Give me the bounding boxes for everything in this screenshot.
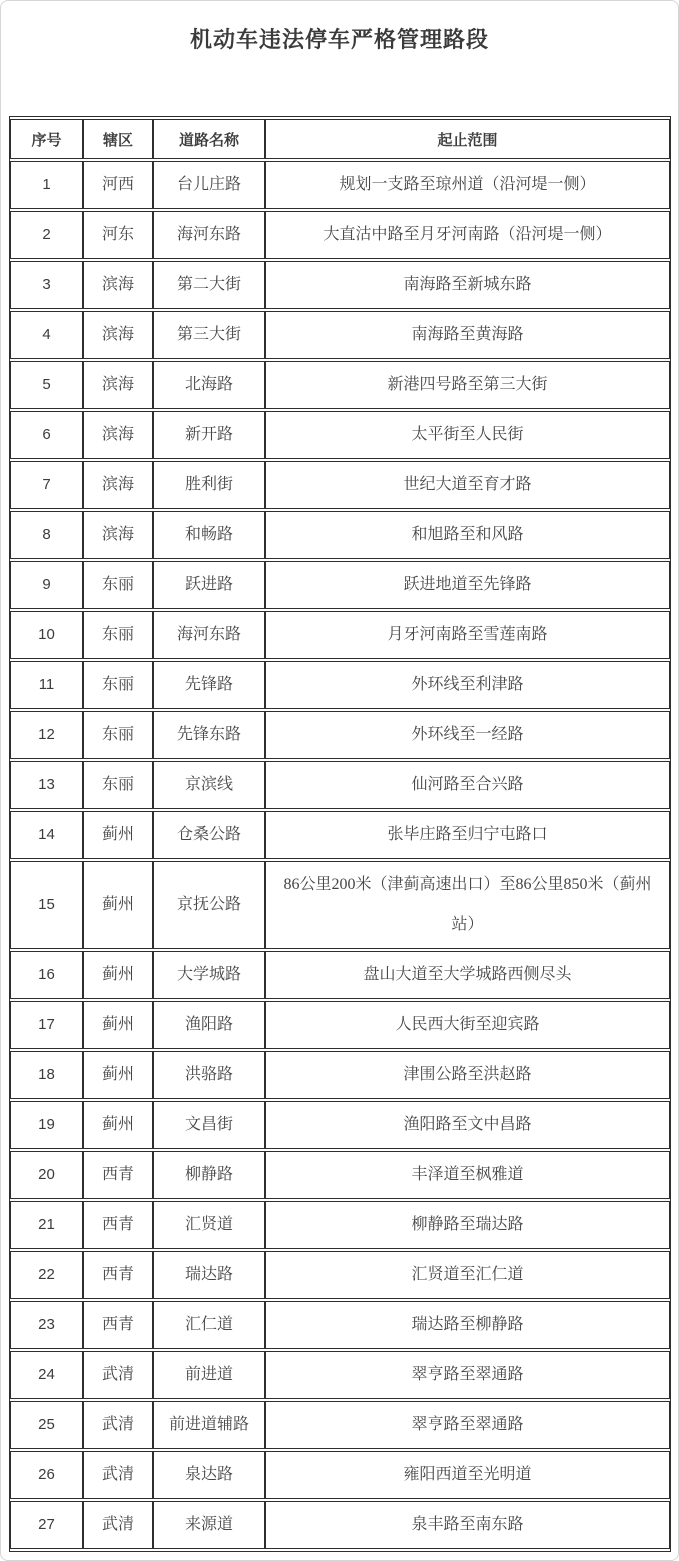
- row-no-cell: 27: [10, 1501, 83, 1549]
- table-row: [10, 1051, 670, 1099]
- row-district-cell: 西青: [83, 1301, 153, 1349]
- table-row: [10, 761, 670, 809]
- table-body: [10, 161, 670, 1549]
- row-no-cell: 20: [10, 1151, 83, 1199]
- row-range-cell: 月牙河南路至雪莲南路: [265, 611, 670, 659]
- row-range-cell: 雍阳西道至光明道: [265, 1451, 670, 1499]
- row-district-cell: 武清: [83, 1351, 153, 1399]
- row-no-cell: 3: [10, 261, 83, 309]
- row-district-cell: 武清: [83, 1501, 153, 1549]
- row-range-cell: 渔阳路至文中昌路: [265, 1101, 670, 1149]
- row-road-cell: 海河东路: [153, 211, 265, 259]
- table-row: [10, 611, 670, 659]
- row-no-cell: 7: [10, 461, 83, 509]
- row-district-cell: 蓟州: [83, 951, 153, 999]
- row-road-cell: 先锋东路: [153, 711, 265, 759]
- road-sections-table: [9, 116, 671, 1552]
- row-district-cell: 东丽: [83, 661, 153, 709]
- table-row: [10, 1301, 670, 1349]
- row-no-cell: 8: [10, 511, 83, 559]
- row-road-cell: 汇贤道: [153, 1201, 265, 1249]
- table-row: [10, 661, 670, 709]
- row-range-cell: 人民西大街至迎宾路: [265, 1001, 670, 1049]
- row-range-cell: 和旭路至和风路: [265, 511, 670, 559]
- row-district-cell: 滨海: [83, 511, 153, 559]
- table-row: [10, 1251, 670, 1299]
- row-road-cell: 来源道: [153, 1501, 265, 1549]
- row-range-cell: 大直沽中路至月牙河南路（沿河堤一侧）: [265, 211, 670, 259]
- col-header-road: 道路名称: [153, 119, 265, 159]
- row-range-cell: 盘山大道至大学城路西侧尽头: [265, 951, 670, 999]
- row-road-cell: 泉达路: [153, 1451, 265, 1499]
- row-district-cell: 蓟州: [83, 1001, 153, 1049]
- table-row: [10, 161, 670, 209]
- row-range-cell: 柳静路至瑞达路: [265, 1201, 670, 1249]
- table-row: [10, 1451, 670, 1499]
- row-district-cell: 滨海: [83, 361, 153, 409]
- row-no-cell: 22: [10, 1251, 83, 1299]
- row-no-cell: 4: [10, 311, 83, 359]
- row-road-cell: 瑞达路: [153, 1251, 265, 1299]
- table-row: [10, 1001, 670, 1049]
- row-no-cell: 21: [10, 1201, 83, 1249]
- row-district-cell: 西青: [83, 1251, 153, 1299]
- row-range-cell: 泉丰路至南东路: [265, 1501, 670, 1549]
- row-district-cell: 蓟州: [83, 811, 153, 859]
- row-district-cell: 东丽: [83, 711, 153, 759]
- row-range-cell: 仙河路至合兴路: [265, 761, 670, 809]
- row-range-cell: 规划一支路至琼州道（沿河堤一侧）: [265, 161, 670, 209]
- col-header-district: 辖区: [83, 119, 153, 159]
- row-road-cell: 文昌街: [153, 1101, 265, 1149]
- row-no-cell: 6: [10, 411, 83, 459]
- row-no-cell: 16: [10, 951, 83, 999]
- table-row: [10, 1401, 670, 1449]
- row-district-cell: 东丽: [83, 761, 153, 809]
- row-road-cell: 京抚公路: [153, 861, 265, 949]
- table-row: [10, 461, 670, 509]
- row-road-cell: 仓桑公路: [153, 811, 265, 859]
- table-row: [10, 1101, 670, 1149]
- row-range-cell: 外环线至利津路: [265, 661, 670, 709]
- row-no-cell: 9: [10, 561, 83, 609]
- row-road-cell: 和畅路: [153, 511, 265, 559]
- row-range-cell: 张毕庄路至归宁屯路口: [265, 811, 670, 859]
- row-no-cell: 14: [10, 811, 83, 859]
- row-range-cell: 86公里200米（津蓟高速出口）至86公里850米（蓟州站）: [265, 861, 670, 949]
- row-road-cell: 京滨线: [153, 761, 265, 809]
- row-no-cell: 11: [10, 661, 83, 709]
- row-range-cell: 太平街至人民街: [265, 411, 670, 459]
- row-road-cell: 前进道: [153, 1351, 265, 1399]
- row-no-cell: 24: [10, 1351, 83, 1399]
- row-range-cell: 翠亨路至翠通路: [265, 1351, 670, 1399]
- table-row: [10, 861, 670, 949]
- table-row: [10, 1201, 670, 1249]
- row-no-cell: 2: [10, 211, 83, 259]
- table-row: [10, 311, 670, 359]
- page-title: 机动车违法停车严格管理路段: [189, 27, 489, 52]
- row-district-cell: 东丽: [83, 611, 153, 659]
- table-row: [10, 261, 670, 309]
- row-road-cell: 柳静路: [153, 1151, 265, 1199]
- row-range-cell: 丰泽道至枫雅道: [265, 1151, 670, 1199]
- row-range-cell: 瑞达路至柳静路: [265, 1301, 670, 1349]
- table-row: [10, 511, 670, 559]
- row-range-cell: 南海路至新城东路: [265, 261, 670, 309]
- row-road-cell: 海河东路: [153, 611, 265, 659]
- row-road-cell: 第二大街: [153, 261, 265, 309]
- table-row: [10, 711, 670, 759]
- row-district-cell: 西青: [83, 1201, 153, 1249]
- row-road-cell: 胜利街: [153, 461, 265, 509]
- row-road-cell: 渔阳路: [153, 1001, 265, 1049]
- row-no-cell: 12: [10, 711, 83, 759]
- table-row: [10, 411, 670, 459]
- row-district-cell: 河东: [83, 211, 153, 259]
- row-road-cell: 洪骆路: [153, 1051, 265, 1099]
- col-header-no: 序号: [10, 119, 83, 159]
- row-road-cell: 前进道辅路: [153, 1401, 265, 1449]
- row-range-cell: 南海路至黄海路: [265, 311, 670, 359]
- row-district-cell: 东丽: [83, 561, 153, 609]
- table-header-row: [10, 119, 670, 159]
- row-road-cell: 先锋路: [153, 661, 265, 709]
- table-row: [10, 951, 670, 999]
- row-district-cell: 蓟州: [83, 1051, 153, 1099]
- table-row: [10, 561, 670, 609]
- row-district-cell: 蓟州: [83, 1101, 153, 1149]
- row-district-cell: 蓟州: [83, 861, 153, 949]
- row-range-cell: 跃进地道至先锋路: [265, 561, 670, 609]
- table-row: [10, 1351, 670, 1399]
- table-row: [10, 1501, 670, 1549]
- row-no-cell: 18: [10, 1051, 83, 1099]
- row-road-cell: 跃进路: [153, 561, 265, 609]
- row-road-cell: 大学城路: [153, 951, 265, 999]
- table-row: [10, 1151, 670, 1199]
- row-district-cell: 滨海: [83, 311, 153, 359]
- table-row: [10, 211, 670, 259]
- table-container: [9, 116, 671, 1552]
- row-no-cell: 19: [10, 1101, 83, 1149]
- row-no-cell: 23: [10, 1301, 83, 1349]
- row-road-cell: 新开路: [153, 411, 265, 459]
- row-range-cell: 新港四号路至第三大街: [265, 361, 670, 409]
- row-no-cell: 1: [10, 161, 83, 209]
- row-no-cell: 13: [10, 761, 83, 809]
- row-road-cell: 台儿庄路: [153, 161, 265, 209]
- row-district-cell: 武清: [83, 1401, 153, 1449]
- table-row: [10, 811, 670, 859]
- row-no-cell: 10: [10, 611, 83, 659]
- row-district-cell: 滨海: [83, 261, 153, 309]
- row-range-cell: 津围公路至洪赵路: [265, 1051, 670, 1099]
- row-road-cell: 第三大街: [153, 311, 265, 359]
- row-no-cell: 5: [10, 361, 83, 409]
- row-district-cell: 西青: [83, 1151, 153, 1199]
- row-range-cell: 世纪大道至育才路: [265, 461, 670, 509]
- row-range-cell: 汇贤道至汇仁道: [265, 1251, 670, 1299]
- row-road-cell: 汇仁道: [153, 1301, 265, 1349]
- row-no-cell: 26: [10, 1451, 83, 1499]
- col-header-range: 起止范围: [265, 119, 670, 159]
- table-row: [10, 361, 670, 409]
- row-road-cell: 北海路: [153, 361, 265, 409]
- row-district-cell: 滨海: [83, 461, 153, 509]
- row-district-cell: 滨海: [83, 411, 153, 459]
- row-no-cell: 15: [10, 861, 83, 949]
- row-range-cell: 翠亨路至翠通路: [265, 1401, 670, 1449]
- row-no-cell: 25: [10, 1401, 83, 1449]
- row-district-cell: 武清: [83, 1451, 153, 1499]
- row-district-cell: 河西: [83, 161, 153, 209]
- row-no-cell: 17: [10, 1001, 83, 1049]
- row-range-cell: 外环线至一经路: [265, 711, 670, 759]
